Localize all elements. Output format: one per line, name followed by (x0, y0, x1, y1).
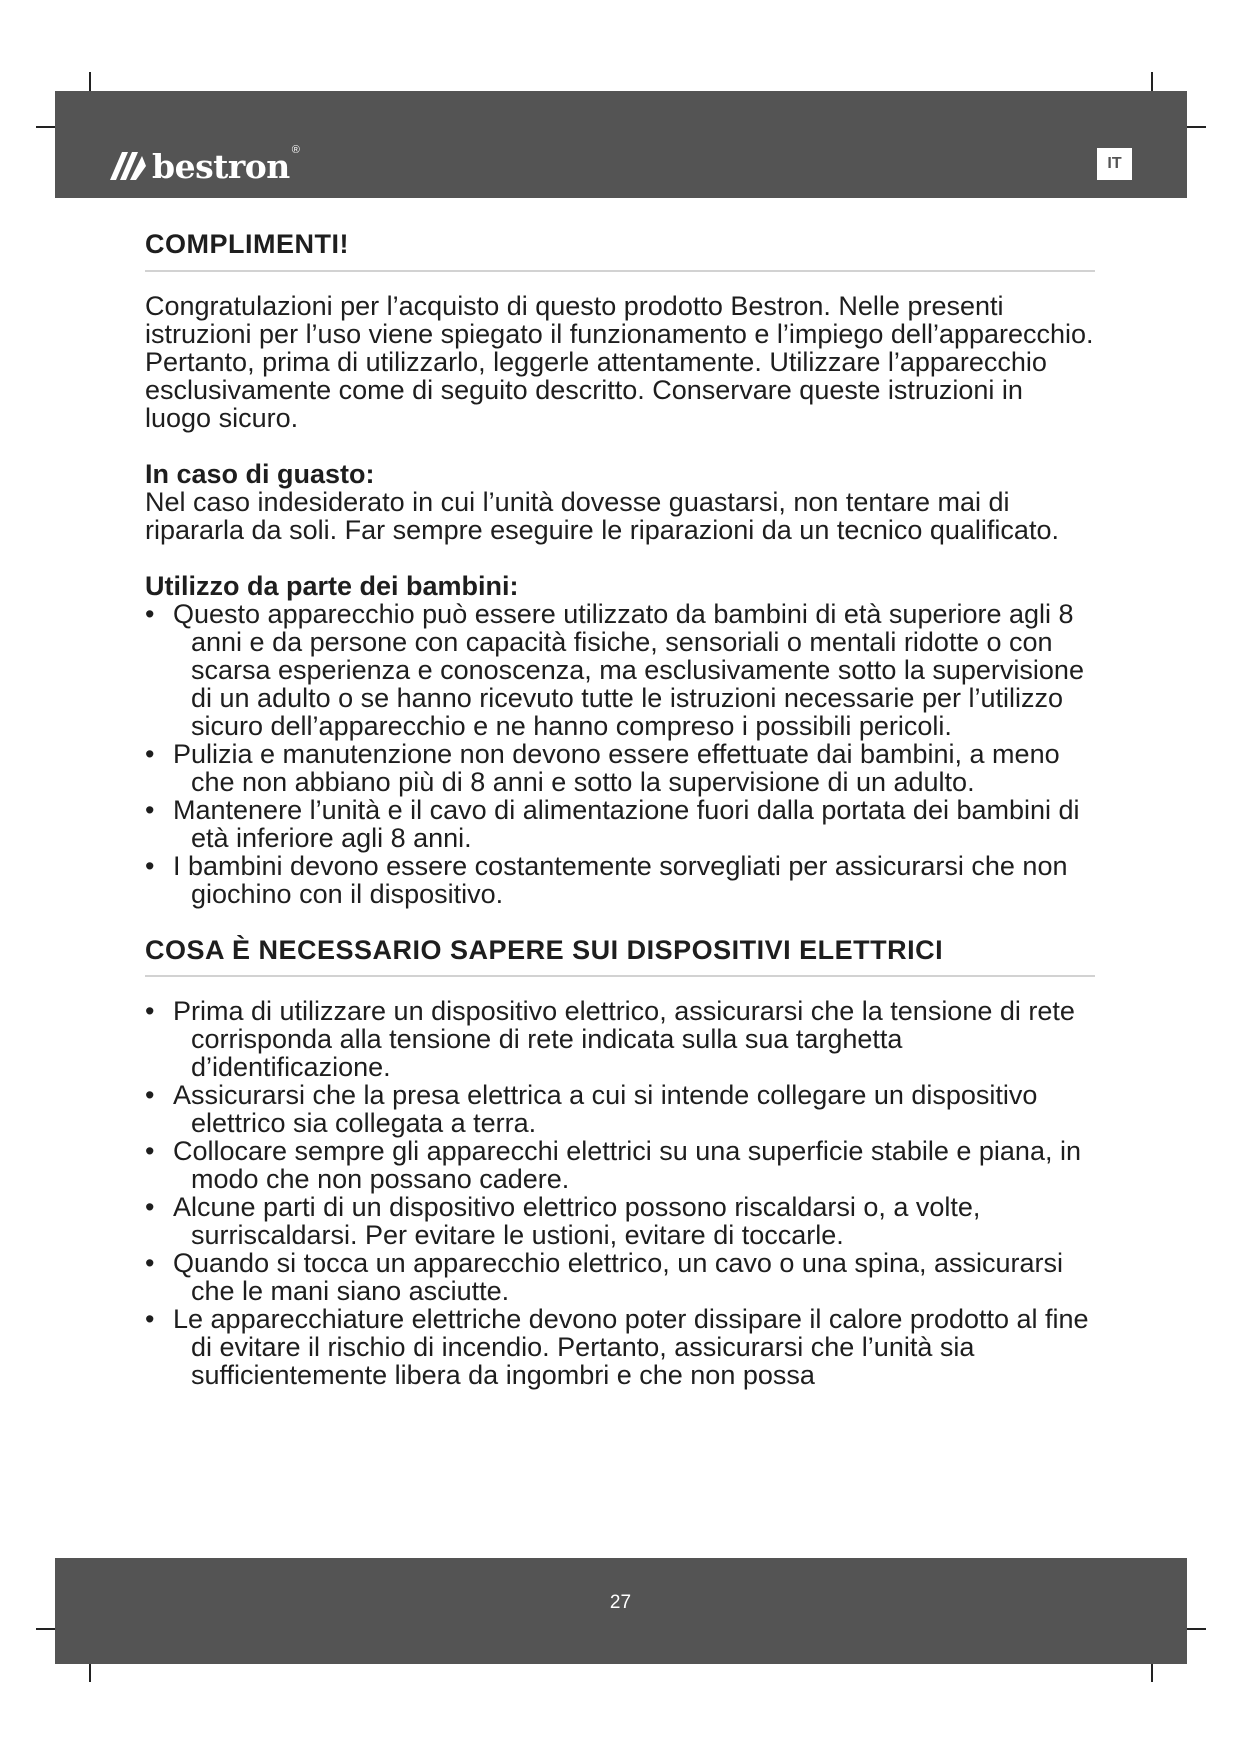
list-item: • Questo apparecchio può essere utilizzato da bambini di età superiore agli 8 anni e da persone con capacità fisiche, sensoriali o mentali ridotte o con scarsa esperienza e conoscenza, ma esclusivamente sotto la supervisione di un adulto o se hanno ricevuto tutte le istruzioni necessarie per l’utilizzo sicuro dell’apparecchio e ne hanno compreso i possibili pericoli. (145, 598, 1084, 741)
page-number: 27 (609, 1592, 632, 1613)
list-item: • Le apparecchiature elettriche devono poter dissipare il calore prodotto al fine di evitare il rischio di incendio. Pertanto, assicurarsi che l’unità sia sufficientemente libera da ingombri e che non possa (145, 1304, 1089, 1391)
bambini-list (145, 600, 1095, 908)
list-item: • Pulizia e manutenzione non devono essere effettuate dai bambini, a meno che non abbiano più di 8 anni e sotto la supervisione di un adulto. (145, 738, 1060, 797)
registered-mark: ® (291, 144, 300, 156)
bambini-heading: Utilizzo da parte dei bambini: (145, 570, 519, 601)
guasto-heading: In caso di guasto: (145, 458, 375, 489)
title-divider (145, 975, 1095, 977)
list-item: • Prima di utilizzare un dispositivo elettrico, assicurarsi che la tensione di rete corrisponda alla tensione di rete indicata sulla sua targhetta d’identificazione. (145, 996, 1075, 1083)
brand-name: bestron (152, 146, 290, 186)
section-title-complimenti: COMPLIMENTI! (145, 229, 349, 259)
logo-chevron-icon (108, 146, 148, 186)
guasto-paragraph: Nel caso indesiderato in cui l’unità dovesse guastarsi, non tentare mai di ripararla da soli. Far sempre eseguire le riparazioni da un tecnico qualificato. (145, 486, 1059, 545)
intro-paragraph: Congratulazioni per l’acquisto di questo prodotto Bestron. Nelle presenti istruzioni per l’uso viene spiegato il funzionamento e l’impiego dell’apparecchio. Pertanto, prima di utilizzarlo, leggerle attentamente. Utilizzare l’apparecchio esclusivamente come di seguito descritto. Conservare queste istruzioni in luogo sicuro. (145, 290, 1094, 433)
list-item: • I bambini devono essere costantemente sorvegliati per assicurarsi che non giochino con il dispositivo. (145, 850, 1068, 909)
list-item: • Mantenere l’unità e il cavo di alimentazione fuori dalla portata dei bambini di età inferiore agli 8 anni. (145, 794, 1080, 853)
language-badge: IT (1097, 148, 1132, 180)
list-item: • Assicurarsi che la presa elettrica a cui si intende collegare un dispositivo elettrico sia collegata a terra. (145, 1080, 1038, 1139)
title-divider (145, 270, 1095, 272)
page-content (145, 230, 1095, 1389)
list-item: • Quando si tocca un apparecchio elettrico, un cavo o una spina, assicurarsi che le mani siano asciutte. (145, 1248, 1064, 1307)
section-title-elettrici: COSA È NECESSARIO SAPERE SUI DISPOSITIVI ELETTRICI (145, 934, 944, 965)
elettrici-list (145, 997, 1095, 1389)
brand-logo (108, 146, 300, 186)
list-item: • Alcune parti di un dispositivo elettrico possono riscaldarsi o, a volte, surriscaldarsi. Per evitare le ustioni, evitare di toccarle. (145, 1192, 981, 1251)
list-item: • Collocare sempre gli apparecchi elettrici su una superficie stabile e piana, in modo che non possano cadere. (145, 1136, 1081, 1195)
